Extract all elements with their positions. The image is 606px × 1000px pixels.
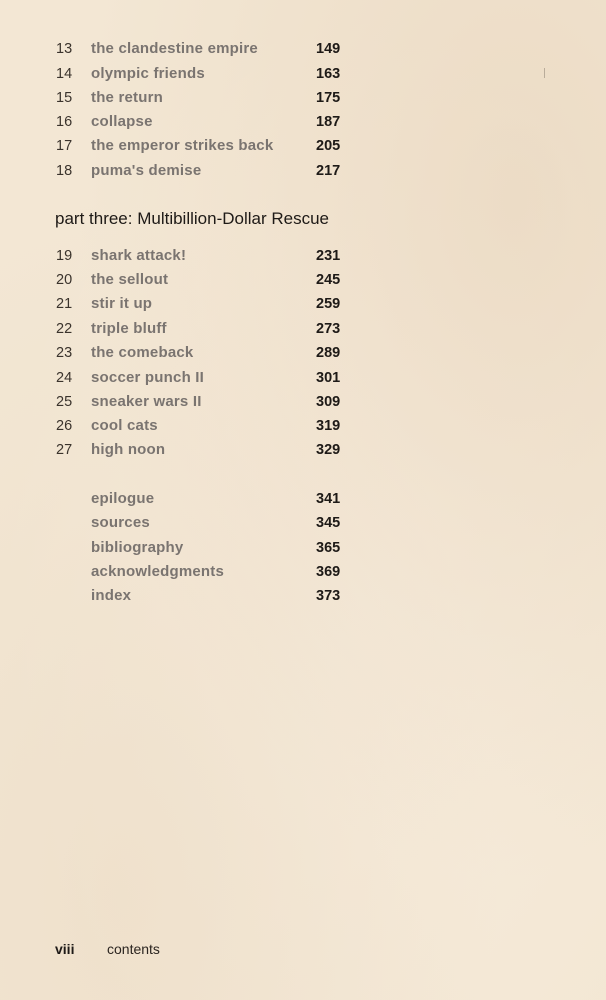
back-matter-page-number: 341 [316, 491, 341, 507]
toc-entry[interactable] [0, 87, 606, 109]
back-matter-page-number: 365 [316, 540, 341, 556]
back-matter-title: sources [91, 514, 150, 531]
toc-entry[interactable] [0, 38, 606, 60]
chapter-number: 19 [56, 248, 73, 264]
chapter-page-number: 329 [316, 442, 341, 458]
chapter-title: collapse [91, 113, 153, 130]
chapter-number: 16 [56, 114, 73, 130]
chapter-title: the sellout [91, 271, 169, 288]
chapter-title: olympic friends [91, 65, 205, 82]
chapter-title: stir it up [91, 295, 153, 312]
back-matter-title: bibliography [91, 539, 184, 556]
chapter-page-number: 187 [316, 114, 341, 130]
chapter-title: puma's demise [91, 162, 202, 179]
chapter-number: 26 [56, 418, 73, 434]
chapter-page-number: 309 [316, 394, 341, 410]
toc-entry[interactable] [0, 160, 606, 182]
chapter-title: high noon [91, 441, 166, 458]
chapter-page-number: 319 [316, 418, 341, 434]
toc-entry[interactable] [0, 63, 606, 85]
toc-entry[interactable] [0, 415, 606, 437]
chapter-page-number: 289 [316, 345, 341, 361]
chapter-number: 20 [56, 272, 73, 288]
part-heading: part three: Multibillion-Dollar Rescue [55, 209, 330, 228]
back-matter-title: epilogue [91, 490, 155, 507]
toc-entry[interactable] [0, 439, 606, 461]
chapter-page-number: 259 [316, 296, 341, 312]
toc-entry[interactable] [0, 342, 606, 364]
toc-entry[interactable] [0, 561, 606, 583]
toc-entry[interactable] [0, 367, 606, 389]
toc-entry[interactable] [0, 293, 606, 315]
chapter-title: triple bluff [91, 320, 167, 337]
toc-entry[interactable] [0, 488, 606, 510]
chapter-number: 15 [56, 90, 73, 106]
chapter-title: the clandestine empire [91, 40, 258, 57]
chapter-page-number: 205 [316, 138, 341, 154]
chapter-title: the comeback [91, 344, 194, 361]
chapter-number: 17 [56, 138, 73, 154]
toc-entry[interactable] [0, 135, 606, 157]
chapter-number: 25 [56, 394, 73, 410]
back-matter-page-number: 345 [316, 515, 341, 531]
chapter-page-number: 301 [316, 370, 341, 386]
chapter-number: 21 [56, 296, 73, 312]
chapter-number: 14 [56, 66, 73, 82]
chapter-page-number: 273 [316, 321, 341, 337]
back-matter-title: acknowledgments [91, 563, 225, 580]
chapter-page-number: 231 [316, 248, 341, 264]
chapter-title: the emperor strikes back [91, 137, 274, 154]
chapter-number: 13 [56, 41, 73, 57]
chapter-number: 23 [56, 345, 73, 361]
back-matter-page-number: 369 [316, 564, 341, 580]
toc-entry[interactable] [0, 537, 606, 559]
chapter-title: cool cats [91, 417, 158, 434]
chapter-number: 24 [56, 370, 73, 386]
chapter-title: soccer punch II [91, 369, 205, 386]
chapter-title: the return [91, 89, 164, 106]
chapter-number: 22 [56, 321, 73, 337]
back-matter-page-number: 373 [316, 588, 341, 604]
chapter-page-number: 217 [316, 163, 341, 179]
chapter-number: 27 [56, 442, 73, 458]
toc-entry[interactable] [0, 391, 606, 413]
page-folio: viii [55, 941, 75, 957]
chapter-title: sneaker wars II [91, 393, 202, 410]
chapter-page-number: 175 [316, 90, 341, 106]
toc-entry[interactable] [0, 512, 606, 534]
toc-entry[interactable] [0, 585, 606, 607]
toc-entry[interactable] [0, 318, 606, 340]
toc-entry[interactable] [0, 245, 606, 267]
chapter-page-number: 245 [316, 272, 341, 288]
chapter-page-number: 163 [316, 66, 341, 82]
toc-entry[interactable] [0, 269, 606, 291]
chapter-page-number: 149 [316, 41, 341, 57]
chapter-title: shark attack! [91, 247, 187, 264]
toc-entry[interactable] [0, 111, 606, 133]
chapter-number: 18 [56, 163, 73, 179]
running-footer: contents [107, 941, 160, 957]
back-matter-title: index [91, 587, 132, 604]
